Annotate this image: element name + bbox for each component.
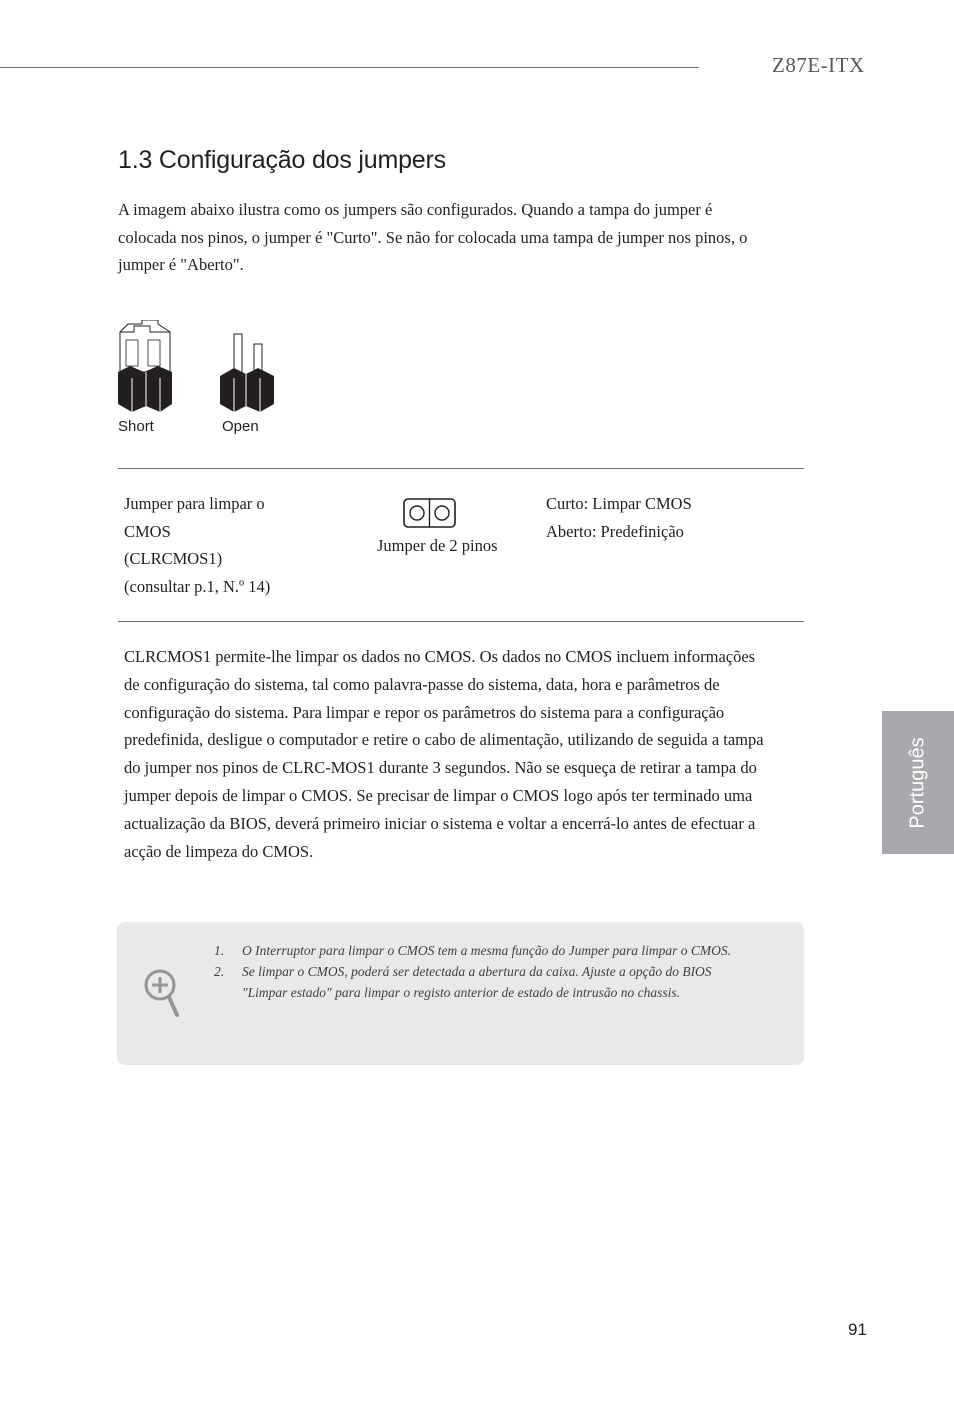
note-item — [214, 962, 734, 1004]
two-pin-jumper-icon — [403, 498, 456, 528]
note-text: Se limpar o CMOS, poderá ser detectada a abertura da caixa. Ajuste a opção do BIOS "Limpar estado" para limpar o registo anterior de estado de intrusão no chassis. — [242, 963, 712, 1000]
header-rule — [0, 67, 699, 68]
open-jumper-illustration — [220, 334, 274, 412]
page-number: 91 — [848, 1320, 867, 1339]
language-tab — [882, 711, 954, 854]
magnifier-plus-icon — [142, 967, 182, 1019]
note-number: 2. — [214, 963, 225, 979]
open-label: Open — [222, 418, 259, 435]
jumper-figure — [116, 320, 296, 440]
note-number: 1. — [214, 943, 225, 958]
section-title: 1.3 Configuração dos jumpers — [118, 146, 446, 174]
body-paragraph: CLRCMOS1 permite-lhe limpar os dados no CMOS. Os dados no CMOS incluem informações de configuração do sistema, tal como palavra-passe do sistema, data, hora e parâmetros de configuração do sistema. Para limpar e repor os parâmetros do sistema para a configuração predefinida, desligue o computador e retire o cabo de alimentação, utilizando de seguida a tampa do jumper nos pinos de CLRC-MOS1 durante 3 segundos. Não se esqueça de retirar a tampa do jumper depois de limpar o CMOS. Se precisar de limpar o CMOS logo após ter terminado uma actualização da BIOS, deverá primeiro iniciar o sistema e voltar a encerrá-lo antes de efectuar a acção de limpeza do CMOS. — [124, 647, 764, 861]
table-top-rule — [118, 468, 804, 469]
setting-open: Aberto: Predefinição — [546, 521, 684, 541]
jumper-illustration — [116, 320, 296, 420]
model-name: Z87E-ITX — [772, 53, 865, 77]
short-jumper-illustration — [118, 320, 172, 412]
note-text: O Interruptor para limpar o CMOS tem a mesma função do Jumper para limpar o CMOS. — [242, 943, 731, 958]
note-item — [214, 941, 734, 962]
jumper-name-line: Jumper para limpar o — [124, 494, 265, 513]
short-label: Short — [118, 418, 154, 435]
setting-short: Curto: Limpar CMOS — [546, 494, 692, 513]
jumper-name-line: CMOS — [124, 521, 171, 541]
language-tab-label: Português — [906, 736, 929, 829]
jumper-type-label: Jumper de 2 pinos — [377, 536, 498, 555]
jumper-name-line: (CLRCMOS1) — [124, 549, 223, 568]
intro-paragraph: A imagem abaixo ilustra como os jumpers são configurados. Quando a tampa do jumper é colocada nos pinos, o jumper é "Curto". Se não for colocada uma tampa de jumper nos pinos, o jumper é "Aberto". — [118, 200, 748, 274]
table-bottom-rule — [118, 621, 804, 622]
jumper-setting-cell — [546, 490, 692, 545]
jumper-name-line: (consultar p.1, N.º 14) — [124, 576, 271, 596]
notes-list — [214, 941, 734, 1003]
jumper-name-cell — [124, 490, 270, 600]
